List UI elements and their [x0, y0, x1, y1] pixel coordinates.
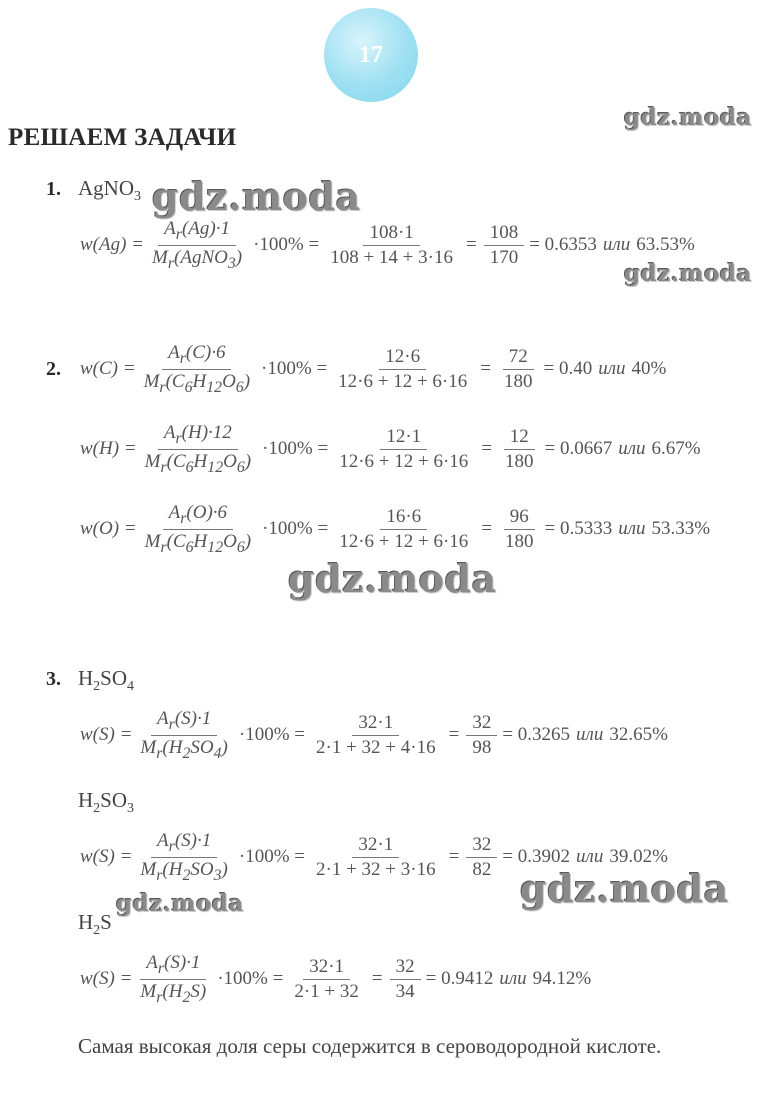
eq-percent: 39.02% [609, 846, 668, 868]
eq-lhs: w(S) = [80, 968, 133, 990]
fraction-definition [132, 830, 235, 885]
fraction-definition [144, 218, 250, 273]
eq-result: = 0.0667 [544, 438, 613, 460]
fraction-substitution [286, 956, 367, 1003]
fraction-denominator: 34 [395, 980, 415, 1002]
watermark: gdz.moda [288, 556, 497, 601]
eq-multiplier: ·100% = [253, 234, 320, 256]
eq-multiplier: ·100% = [238, 846, 305, 868]
watermark: gdz.moda [520, 866, 729, 911]
fraction-denominator: 12·6 + 12 + 6·16 [339, 530, 469, 552]
fraction-simplified [388, 956, 423, 1003]
fraction-numerator: 12 [504, 426, 535, 450]
eq-result: = 0.3265 [502, 724, 571, 746]
fraction-denominator: 2·1 + 32 + 3·16 [316, 858, 436, 880]
eq-multiplier: ·100% = [262, 518, 329, 540]
problem-3-number: 3. [46, 668, 61, 690]
fraction-numerator: 12·1 [380, 426, 427, 450]
equation-s-h2s [80, 952, 594, 1007]
watermark: gdz.moda [152, 174, 361, 219]
eq-percent: 6.67% [651, 438, 701, 460]
equation-s-h2so4 [80, 708, 671, 763]
eq-lhs: w(H) = [80, 438, 137, 460]
fraction-numerator: 32·1 [303, 956, 350, 980]
fraction-denominator: 2·1 + 32 [294, 980, 359, 1002]
eq-or-word: или [598, 358, 626, 380]
fraction-numerator: $A_r(S)\cdot 1$ [140, 952, 206, 980]
fraction-denominator: 82 [472, 858, 492, 880]
problem-1-number: 1. [46, 178, 61, 200]
eq-lhs: w(S) = [80, 724, 133, 746]
eq-sign: = [448, 846, 460, 868]
eq-lhs: w(C) = [80, 358, 136, 380]
problem-1-formula: AgNO$_3$ [78, 176, 141, 205]
fraction-numerator: $A_r(Ag)\cdot 1$ [158, 218, 236, 246]
eq-sign: = [465, 234, 477, 256]
fraction-denominator: $M_r(H_2SO_3)$ [140, 858, 228, 884]
equation-o [80, 502, 713, 557]
eq-sign: = [448, 724, 460, 746]
eq-multiplier: ·100% = [217, 968, 284, 990]
problem-3-formula-h2so4: $H_2SO_4$ [78, 666, 135, 695]
fraction-simplified [482, 222, 527, 269]
fraction-simplified [496, 346, 541, 393]
fraction-substitution [331, 506, 476, 553]
eq-or-word: или [618, 518, 646, 540]
eq-sign: = [481, 438, 493, 460]
watermark: gdz.moda [116, 890, 244, 917]
fraction-denominator: 12·6 + 12 + 6·16 [339, 450, 469, 472]
fraction-definition [132, 708, 235, 763]
fraction-substitution [331, 426, 476, 473]
fraction-definition [136, 342, 258, 397]
eq-result: = 0.9412 [425, 968, 494, 990]
fraction-numerator: 32 [390, 956, 421, 980]
watermark: gdz.moda [624, 260, 752, 287]
eq-multiplier: ·100% = [238, 724, 305, 746]
eq-lhs: w(O) = [80, 518, 137, 540]
fraction-numerator: $A_r(C)\cdot 6$ [162, 342, 231, 370]
eq-percent: 53.33% [651, 518, 711, 540]
fraction-denominator: $M_r(C_6H_{12}O_6)$ [144, 450, 252, 476]
fraction-numerator: $A_r(H)\cdot 12$ [158, 422, 238, 450]
fraction-numerator: 108·1 [363, 222, 419, 246]
page-number: 17 [359, 41, 383, 68]
fraction-simplified [497, 426, 542, 473]
eq-percent: 63.53% [636, 234, 695, 256]
section-heading: РЕШАЕМ ЗАДАЧИ [8, 124, 237, 151]
fraction-denominator: 170 [489, 246, 519, 268]
fraction-denominator: 98 [472, 736, 492, 758]
eq-sign: = [481, 518, 493, 540]
fraction-numerator: $A_r(O)\cdot 6$ [163, 502, 233, 530]
fraction-numerator: 108 [484, 222, 525, 246]
fraction-numerator: 12·6 [379, 346, 426, 370]
fraction-numerator: 32·1 [352, 834, 399, 858]
eq-result: = 0.40 [543, 358, 593, 380]
eq-percent: 40% [631, 358, 667, 380]
fraction-substitution [308, 712, 444, 759]
problem-3-formula-h2so3: $H_2SO_3$ [78, 788, 135, 817]
fraction-denominator: $M_r(AgNO_3)$ [152, 246, 243, 272]
eq-percent: 32.65% [609, 724, 668, 746]
eq-lhs: w(Ag) = [80, 234, 145, 256]
equation-c [80, 342, 669, 397]
fraction-numerator: 96 [504, 506, 535, 530]
fraction-denominator: 2·1 + 32 + 4·16 [316, 736, 436, 758]
fraction-denominator: $M_r(C_6H_{12}O_6)$ [144, 530, 252, 556]
eq-or-word: или [499, 968, 527, 990]
eq-multiplier: ·100% = [262, 438, 329, 460]
fraction-denominator: $M_r(C_6H_{12}O_6)$ [143, 370, 251, 396]
eq-sign: = [480, 358, 491, 380]
fraction-definition [137, 502, 259, 557]
eq-result: = 0.5333 [544, 518, 613, 540]
eq-multiplier: ·100% = [261, 358, 328, 380]
fraction-simplified [497, 506, 542, 553]
eq-percent: 94.12% [532, 968, 592, 990]
fraction-denominator: $M_r(H_2SO_4)$ [140, 736, 228, 762]
eq-or-word: или [602, 234, 631, 256]
eq-result: = 0.3902 [502, 846, 571, 868]
fraction-numerator: 32 [466, 834, 497, 858]
fraction-numerator: $A_r(S)\cdot 1$ [151, 830, 217, 858]
equation-h [80, 422, 704, 477]
conclusion-text: Самая высокая доля серы содержится в сероводородной кислоте. [78, 1034, 662, 1058]
fraction-substitution [322, 222, 461, 269]
page-number-badge [324, 8, 418, 102]
fraction-denominator: 108 + 14 + 3·16 [330, 246, 453, 268]
fraction-denominator: 180 [505, 530, 534, 552]
fraction-numerator: 16·6 [380, 506, 427, 530]
fraction-numerator: 32·1 [352, 712, 399, 736]
fraction-simplified [464, 712, 499, 759]
fraction-denominator: 180 [505, 450, 534, 472]
fraction-definition [132, 952, 214, 1007]
fraction-denominator: 12·6 + 12 + 6·16 [338, 370, 468, 392]
fraction-substitution [308, 834, 444, 881]
eq-sign: = [371, 968, 383, 990]
eq-lhs: w(S) = [80, 846, 133, 868]
fraction-numerator: 32 [466, 712, 497, 736]
fraction-numerator: $A_r(S)\cdot 1$ [151, 708, 217, 736]
problem-3-formula-h2s: $H_2S$ [78, 910, 112, 939]
equation-ag [80, 218, 698, 273]
fraction-substitution [330, 346, 475, 393]
watermark: gdz.moda [624, 104, 752, 131]
problem-2-number: 2. [46, 358, 61, 380]
eq-or-word: или [618, 438, 646, 460]
fraction-simplified [464, 834, 499, 881]
fraction-denominator: $M_r(H_2S)$ [140, 980, 207, 1006]
fraction-numerator: 72 [503, 346, 534, 370]
eq-or-word: или [576, 724, 604, 746]
eq-or-word: или [576, 846, 604, 868]
eq-result: = 0.6353 [529, 234, 597, 256]
fraction-denominator: 180 [503, 370, 533, 392]
fraction-definition [137, 422, 259, 477]
